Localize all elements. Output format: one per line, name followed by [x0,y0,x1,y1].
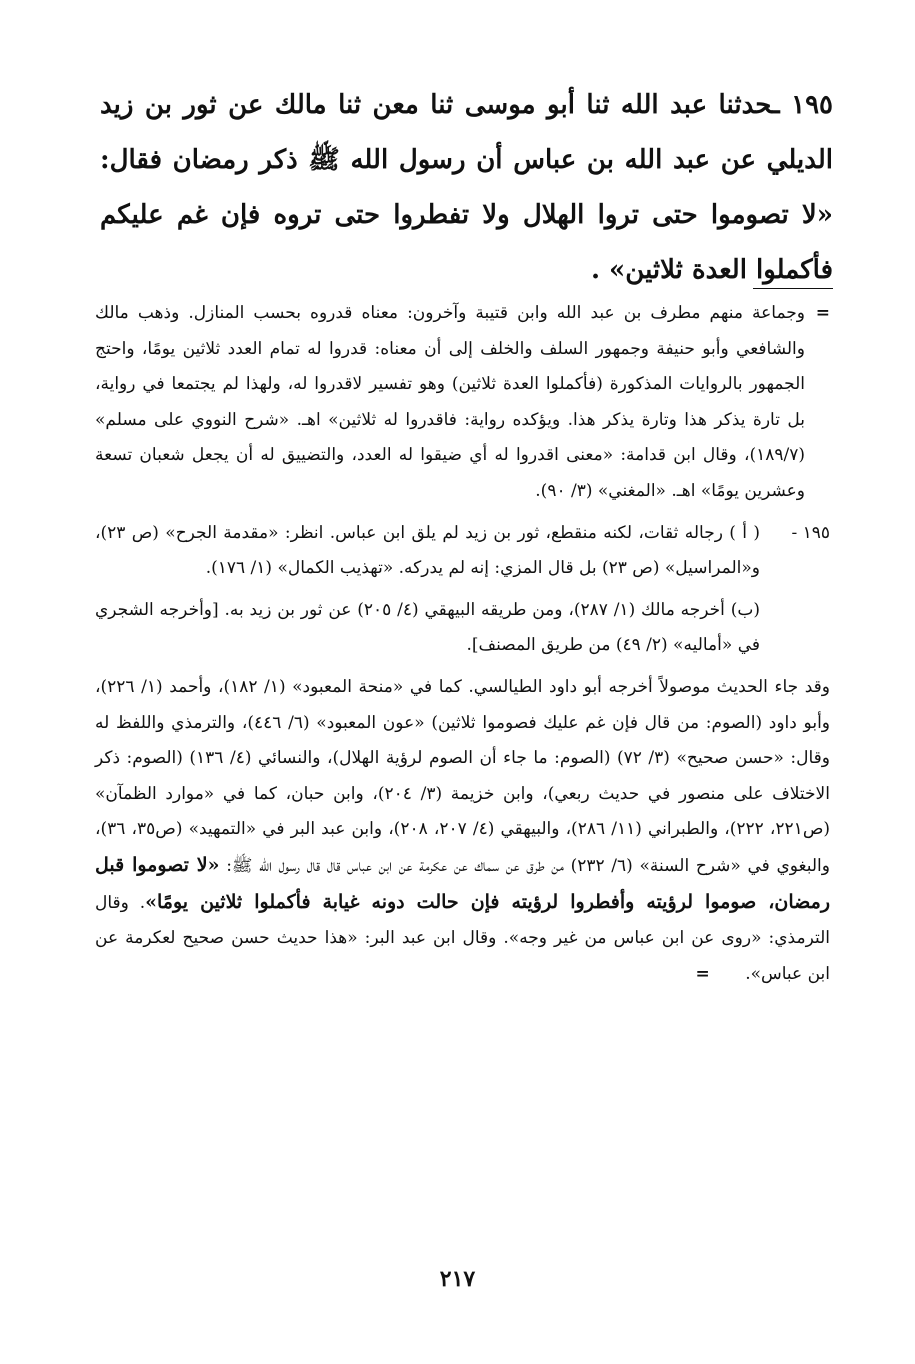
footnote-divider [753,288,833,289]
footnote-195-b [95,593,830,664]
hadith-matn: «لا تصوموا حتى تروا الهلال ولا تفطروا حتى تروه فإن غم عليكم فأكملوا العدة ثلاثين» . [100,200,833,285]
hadith-number: ١٩٥ ـ [772,90,834,120]
footnote-a-text: ( أ ) رجاله ثقات، لكنه منقطع، ثور بن زيد لم يلق ابن عباس. انظر: «مقدمة الجرح» (ص ٢٣)، و«المراسيل» (ص ٢٣) بل قال المزي: إنه لم يدركه. «تهذيب الكمال» (١/ ١٧٦). [95,522,760,579]
hadith-text [100,78,833,298]
footnote-195-a [95,516,830,587]
footnote-b-text: (ب) أخرجه مالك (١/ ٢٨٧)، ومن طريقه البيهقي (٤/ ٢٠٥) عن ثور بن زيد به. [وأخرجه الشجري في «أماليه» (٢/ ٤٩) من طريق المصنف]. [95,599,760,656]
end-continuation-mark: = [695,963,710,984]
footnote-number: ١٩٥ - [791,522,830,543]
footnote-c-post: . وقال الترمذي: «روى عن ابن عباس من غير وجه». وقال ابن عبد البر: «هذا حديث حسن صحيح لعكرمة عن ابن عباس». [95,892,830,984]
footnote-195-c [95,670,830,992]
continuation-mark: = [815,303,830,323]
footnotes-section [95,296,830,992]
footnote-continuation [95,296,830,510]
footnote-c-hadith: «لا تصوموا قبل رمضان، صوموا لرؤيته وأفطروا لرؤيته فإن حالت دونه غيابة فأكملوا ثلاثين يومًا» [95,853,830,913]
hadith-isnad: حدثنا عبد الله ثنا أبو موسى ثنا معن ثنا مالك عن ثور بن زيد الديلي عن عبد الله بن عباس أن رسول الله ﷺ ذكر رمضان فقال: [100,90,833,175]
page-number: ٢١٧ [439,1266,476,1292]
footnote-c-text: وقد جاء الحديث موصولاً أخرجه أبو داود الطيالسي. كما في «منحة المعبود» (١/ ١٨٢)، وأحمد (١/ ٢٢٦)، وأبو داود (الصوم: من قال فإن غم عليك فصوموا ثلاثين) «عون المعبود» (٦/ ٤٤٦)، والترمذي واللفظ له وقال: «حسن صحيح» (٣/ ٧٢) (الصوم: ما جاء أن الصوم لرؤية الهلال)، والنسائي (٤/ ١٣٦) (الصوم: ذكر الاختلاف على منصور في حديث ربعي)، وابن خزيمة (٣/ ٢٠٤)، وابن حبان، كما في «موارد الظمآن» (ص٢٢١، ٢٢٢)، والطبراني (١١/ ٢٨٦)، والبيهقي (٤/ ٢٠٧، ٢٠٨)، وابن عبد البر في «التمهيد» (ص٣٥، ٣٦)، والبغوي في «شرح السنة» (٦/ ٢٣٢) من طرق عن سماك عن عكرمة عن ابن عباس قال قال رسول الله ﷺ: [95,676,831,876]
continuation-text: وجماعة منهم مطرف بن عبد الله وابن قتيبة وآخرون: معناه قدروه بحسب المنازل. وذهب مالك والشافعي وأبو حنيفة وجمهور السلف والخلف إلى أن معناه: قدروا له تمام العدد ثلاثين يومًا، واحتج الجمهور بالروايات المذكورة (فأكملوا العدة ثلاثين) وهو تفسير لاقدروا له، ولهذا لم يجتمعا في رواية، بل تارة يذكر هذا وتارة يذكر هذا. ويؤكده رواية: فاقدروا له ثلاثين» اهـ. «شرح النووي على مسلم» (١٨٩/٧)، وقال ابن قدامة: «معنى اقدروا له أي ضيقوا له العدد، والتضييق له أن يجعل شعبان تسعة وعشرين يومًا» اهـ. «المغني» (٣/ ٩٠). [95,303,805,501]
